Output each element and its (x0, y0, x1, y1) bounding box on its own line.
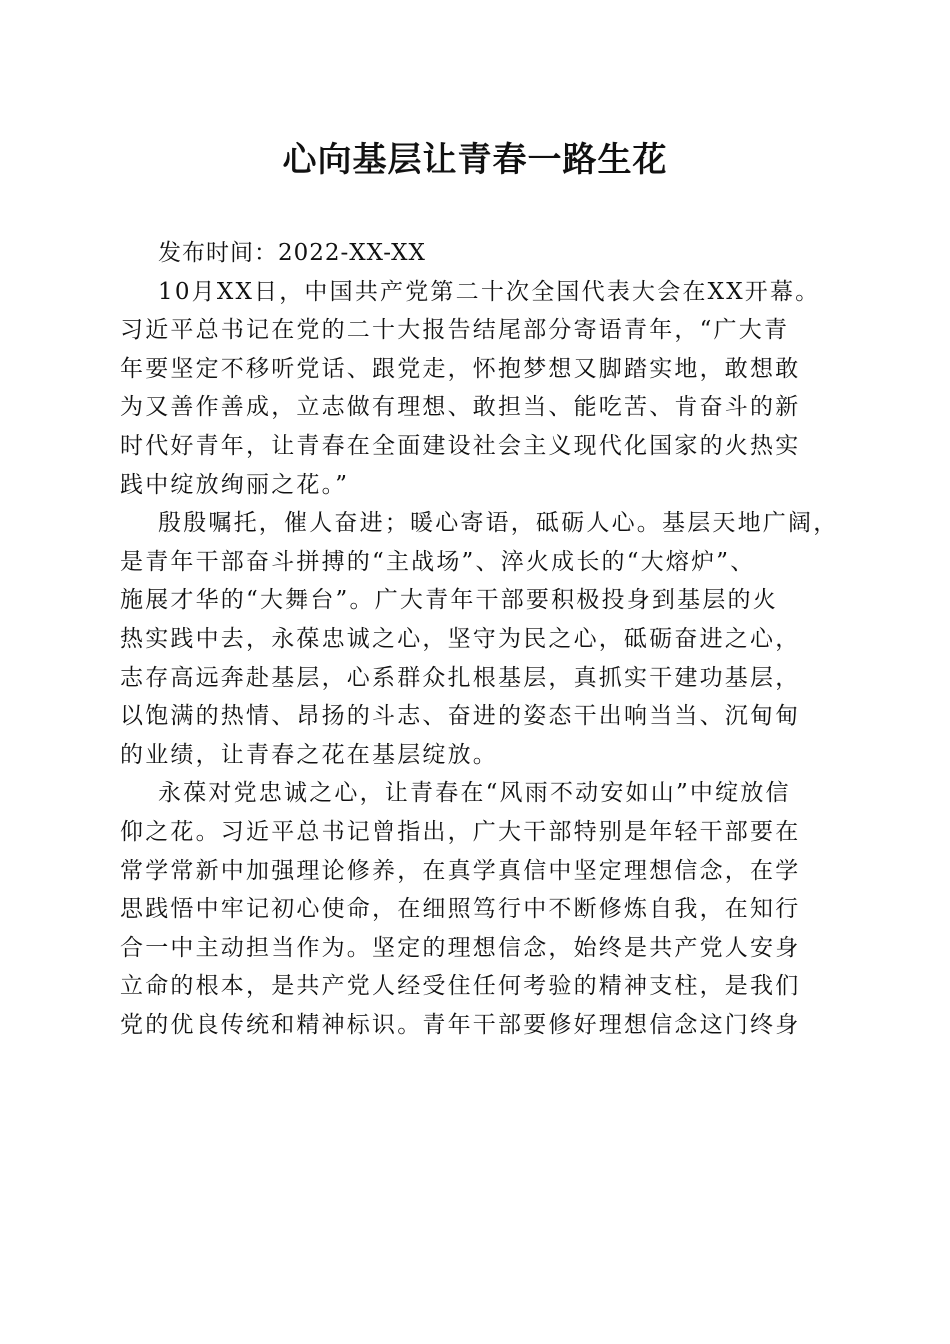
paragraph-line: 是青年干部奋斗拼搏的“主战场”、淬火成长的“大熔炉”、 (120, 548, 756, 575)
paragraph-line: 施展才华的“大舞台”。广大青年干部要积极投身到基层的火 (120, 587, 778, 614)
paragraph-line: 思践悟中牢记初心使命，在细照笃行中不断修炼自我，在知行 (120, 896, 801, 923)
paragraph-line: 热实践中去，永葆忠诚之心，坚守为民之心，砥砺奋进之心， (120, 625, 801, 652)
publish-date: 发布时间：2022-XX-XX (158, 240, 426, 266)
document-body (120, 234, 839, 1044)
paragraph-line: 志存高远奔赴基层，心系群众扎根基层，真抓实干建功基层， (120, 664, 801, 691)
paragraph-line: 党的优良传统和精神标识。青年干部要修好理想信念这门终身 (120, 1011, 801, 1038)
paragraph-line: 践中绽放绚丽之花。” (120, 471, 350, 498)
paragraph-line: 的业绩，让青春之花在基层绽放。 (120, 741, 498, 768)
paragraph-1 (120, 273, 832, 505)
paragraph-line: 以饱满的热情、昂扬的斗志、奋进的姿态干出响当当、沉甸甸 (120, 703, 801, 730)
paragraph-line: 仰之花。习近平总书记曾指出，广大干部特别是年轻干部要在 (120, 818, 801, 845)
paragraph-2 (120, 504, 839, 774)
document-title: 心向基层让青春一路生花 (282, 140, 668, 180)
paragraph-line: 立命的根本，是共产党人经受住任何考验的精神支柱，是我们 (120, 973, 801, 1000)
paragraph-line: 永葆对党忠诚之心，让青春在“风雨不动安如山”中绽放信 (158, 780, 791, 807)
paragraph-3 (120, 774, 832, 1044)
paragraph-line: 时代好青年，让青春在全面建设社会主义现代化国家的火热实 (120, 432, 801, 459)
paragraph-line: 殷殷嘱托，催人奋进；暖心寄语，砥砺人心。基层天地广阔， (158, 510, 839, 537)
paragraph-line: 合一中主动担当作为。坚定的理想信念，始终是共产党人安身 (120, 934, 801, 961)
paragraph-line: 10月XX日，中国共产党第二十次全国代表大会在XX开幕。 (158, 278, 821, 305)
paragraph-line: 习近平总书记在党的二十大报告结尾部分寄语青年，“广大青 (120, 317, 790, 344)
paragraph-line: 年要坚定不移听党话、跟党走，怀抱梦想又脚踏实地，敢想敢 (120, 355, 801, 382)
paragraph-line: 为又善作善成，立志做有理想、敢担当、能吃苦、肯奋斗的新 (120, 394, 801, 421)
paragraph-line: 常学常新中加强理论修养，在真学真信中坚定理想信念，在学 (120, 857, 801, 884)
